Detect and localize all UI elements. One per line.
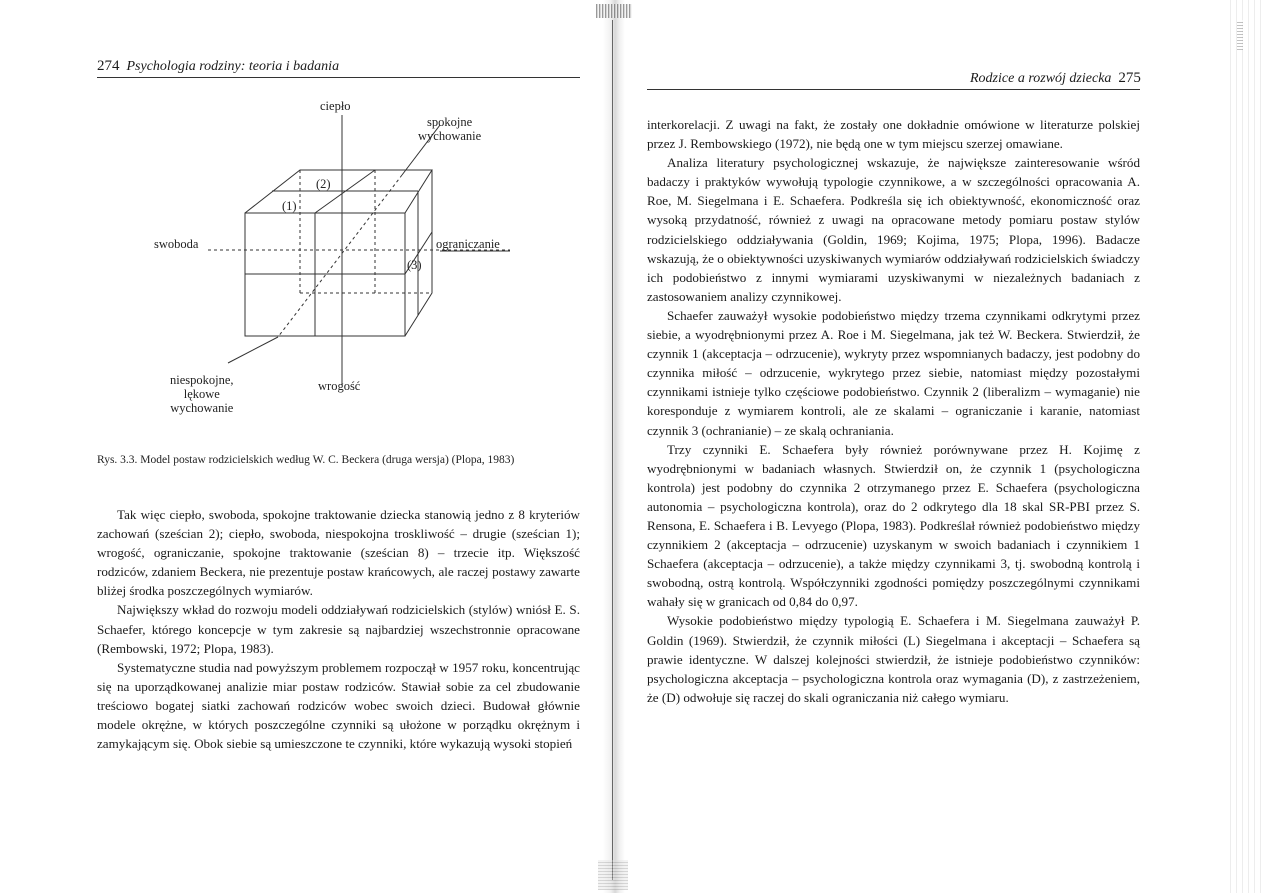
label-calm-line1: spokojne (427, 115, 473, 129)
label-anxious-upbringing (170, 373, 234, 415)
label-cube-1: (1) (282, 199, 297, 213)
label-calm-line2: wychowanie (418, 129, 482, 143)
left-running-head (97, 58, 339, 75)
right-paragraph-3: Trzy czynniki E. Schaefera były również porównywane przez H. Kojimę z wyodrębnionymi w badaniach własnych. Stwierdził on, że czynnik 1 (psychologiczna kontrola) jest podobny do czynnika 2 otrzymanego przez E. Schaefera (psychologiczna autonomia – psychologiczna kontrola), oraz do 2 odkrytego dla 18 skal SR-PBI przez S. Rensona, E. Schaefera i B. Levyego (Plopa, 1983). Podkreślał również podobieństwo między czynnikiem 2 (akceptacja – odrzucenie) uzyskanym w swoich badaniach i czynnikiem 1 Schaefera (akceptacja – odrzucenie), a także między czynnikami 3, tj. swobodną kontrolą i swobodną, ostrą kontrolą. Współczynniki zgodności pomiędzy poszczególnymi czynnikami wahały się w granicach od 0,84 do 0,97. (647, 441, 1140, 610)
left-paragraph-2: Największy wkład do rozwoju modeli oddziaływań rodzicielskich (stylów) wniósł E. S. Schaefer, którego koncepcje w tym zakresie są najbardziej wszechstronnie opracowane (Rembowski, 1972; Plopa, 1983). (97, 602, 580, 656)
label-anxious-line2: lękowe (183, 387, 220, 401)
label-cube-2: (2) (316, 177, 331, 191)
label-anxious-line1: niespokojne, (170, 373, 234, 387)
left-page-number: 274 (97, 58, 120, 74)
right-paragraph-1: Analiza literatury psychologicznej wskazuje, że największe zainteresowanie wśród badaczy i praktyków wywołują typologie czynnikowe, a w szczególności opracowania A. Roe, M. Siegelmana i E. Schaefera. Podkreśla się ich obiektywność, ekonomiczność oraz wysoką przydatność, również z uwagi na opracowane metody pomiaru postaw stylów rodzicielskiego oddziaływania (Goldin, 1969; Kojima, 1975; Plopa, 1996). Badacze wskazują, że o obiektywności uzyskiwanych wymiarów oddziaływań rodzicielskich świadczy ich podobieństwo z innymi wymiarami uzyskiwanymi w niezależnych badaniach z zastosowaniem analizy czynnikowej. (647, 155, 1140, 304)
right-page-number: 275 (1118, 70, 1141, 86)
left-paragraph-1: Tak więc ciepło, swoboda, spokojne traktowanie dziecka stanowią jedno z 8 kryteriów zachowań (sześcian 2); ciepło, swoboda, niespokojna troskliwość – drugie (sześcian 1); wrogość, ograniczanie, spokojne traktowanie (sześcian 8) – trzecie itp. Większość rodziców, zdaniem Beckera, nie prezentuje postaw krańcowych, ale raczej postawy zawarte bliżej środka poszczególnych wymiarów. (97, 507, 580, 599)
right-paragraph-4: Wysokie podobieństwo między typologią E. Schaefera i M. Siegelmana zauważył P. Goldin (1969). Stwierdził, że czynnik miłości (L) Siegelmana i akceptacji – Schaefera są prawie identyczne. W dalszej kolejności stwierdził, że istnieje podobieństwo czynników: psychologiczna akceptacja – psychologiczna kontrola oraz wymagania (D), z zastrzeżeniem, że (D) odwołuje się raczej do skali ograniczania niż całego wymiaru. (647, 613, 1140, 705)
book-gutter-line (612, 20, 613, 880)
right-body-text (647, 115, 1140, 707)
scan-artifact-top (596, 4, 632, 18)
label-anxious-line3: wychowanie (170, 401, 234, 415)
label-calm-upbringing (418, 115, 481, 143)
right-running-title: Rodzice a rozwój dziecka (970, 71, 1112, 86)
label-warmth: ciepło (320, 99, 351, 113)
right-running-head (970, 70, 1141, 87)
left-header-rule (97, 77, 580, 78)
left-body-text (97, 505, 580, 753)
label-restriction: ograniczanie (436, 237, 500, 251)
label-freedom: swoboda (154, 237, 199, 251)
becker-model-figure (140, 95, 560, 430)
scan-artifact-bottom (598, 860, 628, 890)
left-paragraph-3: Systematyczne studia nad powyższym problemem rozpoczął w 1957 roku, koncentrując się na uporządkowanej analizie miar postaw rodziców. Stawiał sobie za cel zbudowanie treściowo bogatej siatki zachowań rodziców wobec swoich dzieci. Budował głównie modele okrężne, w których poszczególne czynniki są ułożone w porządku okrężnym i zamykającym się. Obok siebie są umieszczone te czynniki, które wykazują wysoki stopień (97, 659, 580, 752)
label-hostility: wrogość (318, 379, 361, 393)
right-paragraph-2: Schaefer zauważył wysokie podobieństwo między trzema czynnikami odkrytymi przez siebie, a wyodrębnionymi przez A. Roe i M. Siegelmana, jak też W. Beckera. Stwierdził, że czynnik 1 (akceptacja – odrzucenie), wykryty przez wspomnianych badaczy, jest podobny do czynnika miłość – odrzucenie, wykrytego przez siebie, natomiast między pozostałymi czynnikami istnieje tylko częściowe podobieństwo. Czynnik 2 (liberalizm – wymaganie) nie koresponduje z wymiarem kontroli, ale ze skalami – ograniczanie i karanie, natomiast czynnik 3 (ochranianie) – ze skalą ochraniania. (647, 307, 1140, 438)
page-edge-right (1227, 0, 1263, 893)
right-paragraph-continued: interkorelacji. Z uwagi na fakt, że zostały one dokładnie omówione w literaturze polskiej przez J. Rembowskiego (1972), nie będą one w tym miejscu szerzej omawiane. (647, 117, 1140, 152)
label-cube-3: (3) (407, 258, 422, 272)
book-spine-shadow (603, 0, 625, 893)
figure-caption: Rys. 3.3. Model postaw rodzicielskich według W. C. Beckera (druga wersja) (Plopa, 1983) (97, 454, 515, 466)
left-running-title: Psychologia rodziny: teoria i badania (126, 59, 340, 74)
right-header-rule (647, 89, 1140, 90)
